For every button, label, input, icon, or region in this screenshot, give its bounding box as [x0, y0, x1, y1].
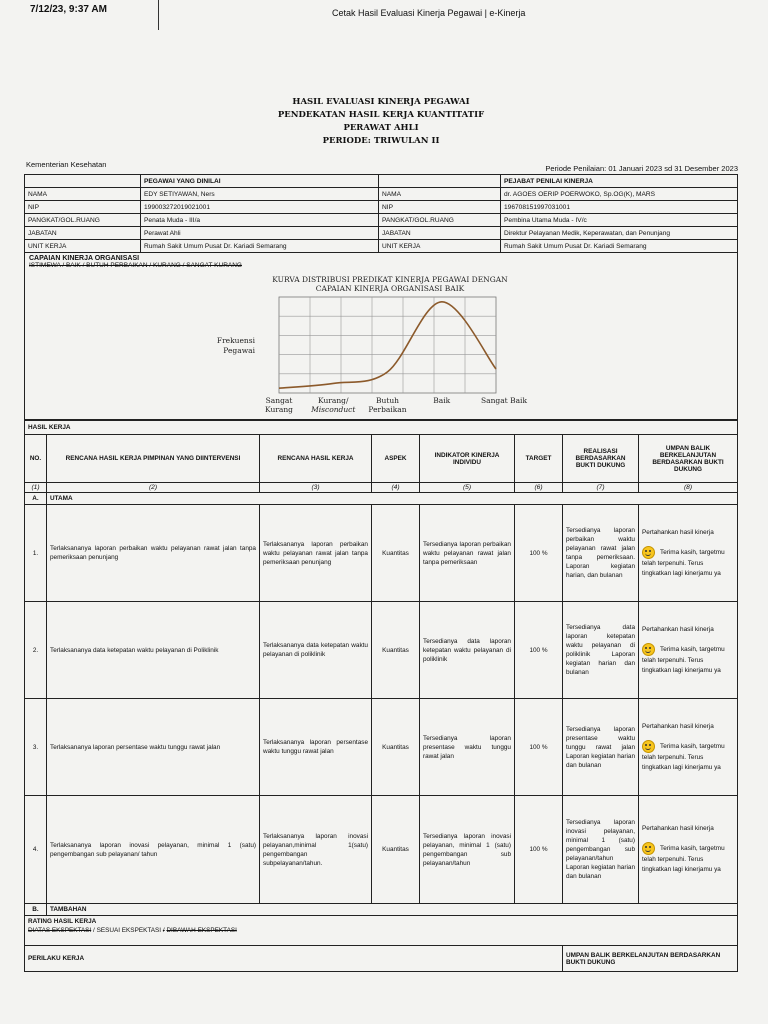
distribution-chart [25, 271, 737, 419]
smiley-icon [642, 740, 655, 753]
info-label: NAMA [379, 188, 501, 201]
chart-series-line [279, 302, 496, 388]
table-row [25, 699, 738, 796]
row-aspek: Kuantitas [372, 505, 420, 602]
section-label: UTAMA [47, 493, 738, 505]
row-indikator: Tersedianya data laporan ketepatan waktu pelayanan di poliklinik [420, 602, 515, 699]
info-label: JABATAN [379, 227, 501, 240]
chart-title: CAPAIAN KINERJA ORGANISASI BAIK [315, 284, 465, 293]
info-label: NIP [379, 201, 501, 214]
rating-separator: / [93, 927, 95, 934]
col-header-target: TARGET [515, 435, 563, 483]
col-header-no: NO. [25, 435, 47, 483]
perilaku-title: PERILAKU KERJA [25, 946, 563, 972]
perilaku-umpan-header: UMPAN BALIK BERKELANJUTAN BERDASARKAN BUKTI DUKUNG [563, 946, 738, 972]
umpan-bottom: Terima kasih, targetmu telah terpenuhi. Terus tingkatkan lagi kinerjamu ya [642, 742, 725, 771]
chart-tick-label: Perbaikan [368, 405, 407, 414]
row-rencana: Terlaksananya laporan persentase waktu tunggu rawat jalan [260, 699, 372, 796]
umpan-top: Pertahankan hasil kinerja [642, 722, 714, 730]
row-target: 100 % [515, 505, 563, 602]
chart-tick-label: Baik [433, 396, 451, 405]
col-header-aspek: ASPEK [372, 435, 420, 483]
appraiser-name: dr. AGOES OERIP POERWOKO, Sp.OG(K), MARS [501, 188, 738, 201]
smiley-icon [642, 643, 655, 656]
col-number: (5) [420, 483, 515, 493]
chart-ylabel: Pegawai [223, 346, 255, 355]
capaian-section [24, 253, 738, 420]
rating-separator: / [162, 927, 165, 934]
row-aspek: Kuantitas [372, 602, 420, 699]
document-titles [24, 96, 738, 148]
title-line: HASIL EVALUASI KINERJA PEGAWAI [292, 97, 470, 107]
section-letter: A. [25, 493, 47, 505]
employee-position: Perawat Ahli [141, 227, 379, 240]
info-label: PANGKAT/GOL.RUANG [379, 214, 501, 227]
rating-section [25, 916, 738, 946]
table-row [25, 602, 738, 699]
row-realisasi: Tersedianya laporan perbaikan waktu pelayanan rawat jalan tanpa pemeriksaan. Laporan kegiatan harian, dan bulanan [563, 505, 639, 602]
row-no: 4. [25, 796, 47, 904]
employee-name: EDY SETIYAWAN, Ners [141, 188, 379, 201]
row-indikator: Tersedianya laporan inovasi pelayanan, minimal 1 (satu) pengembangan sub pelayanan/tahun [420, 796, 515, 904]
appraiser-unit: Rumah Sakit Umum Pusat Dr. Kariadi Semarang [501, 240, 738, 253]
smiley-icon [642, 842, 655, 855]
col-number: (7) [563, 483, 639, 493]
info-label: UNIT KERJA [379, 240, 501, 253]
row-indikator: Tersedianya laporan presentase waktu tunggu rawat jalan [420, 699, 515, 796]
row-realisasi: Tersedianya laporan presentase waktu tunggu rawat jalan Laporan kegiatan harian dan bulanan [563, 699, 639, 796]
appraiser-position: Direktur Pelayanan Medik, Keperawatan, dan Penunjang [501, 227, 738, 240]
appraiser-rank: Pembina Utama Muda - IV/c [501, 214, 738, 227]
row-indikator: Tersedianya laporan perbaikan waktu pelayanan rawat jalan tanpa pemeriksaan [420, 505, 515, 602]
col-header-pimpinan: RENCANA HASIL KERJA PIMPINAN YANG DIINTERVENSI [47, 435, 260, 483]
col-number: (8) [639, 483, 738, 493]
table-row [25, 796, 738, 904]
row-no: 2. [25, 602, 47, 699]
chart-tick-label: Misconduct [311, 405, 356, 414]
row-umpan [639, 796, 738, 904]
print-datetime: 7/12/23, 9:37 AM [30, 4, 107, 15]
row-umpan [639, 602, 738, 699]
umpan-top: Pertahankan hasil kinerja [642, 625, 714, 633]
col-number: (3) [260, 483, 372, 493]
row-aspek: Kuantitas [372, 796, 420, 904]
row-target: 100 % [515, 602, 563, 699]
row-no: 1. [25, 505, 47, 602]
chart-title: KURVA DISTRIBUSI PREDIKAT KINERJA PEGAWAI DENGAN [272, 275, 508, 284]
smiley-icon [642, 546, 655, 559]
row-no: 3. [25, 699, 47, 796]
col-header-indikator: INDIKATOR KINERJA INDIVIDU [420, 435, 515, 483]
rating-option-below: DIBAWAH EKSPEKTASI [166, 927, 237, 934]
print-page-title: Cetak Hasil Evaluasi Kinerja Pegawai | e-Kinerja [332, 8, 526, 18]
row-aspek: Kuantitas [372, 699, 420, 796]
row-realisasi: Tersedianya data laporan ketepatan waktu pelayanan di poliklinik Laporan kegiatan harian dan bulanan [563, 602, 639, 699]
col-number: (2) [47, 483, 260, 493]
info-label: PANGKAT/GOL.RUANG [25, 214, 141, 227]
chart-tick-label: Sangat Baik [480, 396, 528, 405]
section-letter: B. [25, 904, 47, 916]
row-target: 100 % [515, 699, 563, 796]
chart-tick-label: Butuh [375, 396, 400, 405]
col-header-realisasi: REALISASI BERDASARKAN BUKTI DUKUNG [563, 435, 639, 483]
institution-name: Kementerian Kesehatan [26, 160, 107, 169]
employee-info-table [24, 174, 738, 253]
title-line: PERIODE: TRIWULAN II [322, 136, 440, 146]
title-line: PERAWAT AHLI [343, 123, 419, 133]
info-label: UNIT KERJA [25, 240, 141, 253]
chart-tick-label: Kurang/ [318, 396, 349, 405]
info-label: NAMA [25, 188, 141, 201]
chart-tick-label: Sangat [265, 396, 293, 405]
rating-title: RATING HASIL KERJA [28, 918, 97, 925]
title-line: PENDEKATAN HASIL KERJA KUANTITATIF [277, 110, 485, 120]
row-rencana: Terlaksananya laporan perbaikan waktu pelayanan rawat jalan tanpa pemeriksaan penunjang [260, 505, 372, 602]
umpan-bottom: Terima kasih, targetmu telah terpenuhi. Terus tingkatkan lagi kinerjamu ya [642, 645, 725, 674]
info-label: NIP [25, 201, 141, 214]
employee-nip: 199003272019021001 [141, 201, 379, 214]
header-divider [158, 0, 159, 30]
distribution-chart-svg [25, 271, 737, 419]
umpan-top: Pertahankan hasil kinerja [642, 825, 714, 832]
hasil-kerja-title: HASIL KERJA [25, 421, 738, 435]
col-number: (6) [515, 483, 563, 493]
row-target: 100 % [515, 796, 563, 904]
umpan-bottom: Terima kasih, targetmu telah terpenuhi. Terus tingkatkan lagi kinerjamu ya [642, 548, 725, 577]
employee-unit: Rumah Sakit Umum Pusat Dr. Kariadi Semarang [141, 240, 379, 253]
row-pimpinan: Terlaksananya laporan inovasi pelayanan, minimal 1 (satu) pengembangan sub pelayanan/ tahun [47, 796, 260, 904]
assessment-period: Periode Penilaian: 01 Januari 2023 sd 31 Desember 2023 [545, 164, 738, 173]
rating-option-meets: SESUAI EKSPEKTASI [96, 927, 162, 934]
row-rencana: Terlaksananya laporan inovasi pelayanan,minimal 1(satu) pengembangan subpelayanan/tahun. [260, 796, 372, 904]
info-label: JABATAN [25, 227, 141, 240]
chart-ylabel: Frekuensi [216, 336, 255, 345]
row-pimpinan: Terlaksananya laporan perbaikan waktu pelayanan rawat jalan tanpa pemeriksaan penunjang [47, 505, 260, 602]
meta-row [24, 158, 738, 174]
col-header-rencana: RENCANA HASIL KERJA [260, 435, 372, 483]
section-label: TAMBAHAN [47, 904, 738, 916]
appraised-header: PEGAWAI YANG DINILAI [141, 175, 379, 188]
col-header-umpan: UMPAN BALIK BERKELANJUTAN BERDASARKAN BUKTI DUKUNG [639, 435, 738, 483]
rating-option-above: DIATAS EKSPEKTASI [28, 927, 92, 934]
row-umpan [639, 505, 738, 602]
employee-rank: Penata Muda - III/a [141, 214, 379, 227]
row-pimpinan: Terlaksananya data ketepatan waktu pelayanan di Poliklinik [47, 602, 260, 699]
row-rencana: Terlaksananya data ketepatan waktu pelayanan di poliklinik [260, 602, 372, 699]
appraiser-header: PEJABAT PENILAI KINERJA [501, 175, 738, 188]
capaian-options: ISTIMEWA / BAIK / BUTUH PERBAIKAN / KURANG / SANGAT KURANG [29, 262, 242, 269]
table-row [25, 505, 738, 602]
capaian-title: CAPAIAN KINERJA ORGANISASI [29, 255, 140, 262]
row-umpan [639, 699, 738, 796]
evaluation-document [24, 92, 738, 972]
chart-plot-area [279, 297, 496, 393]
col-number: (1) [25, 483, 47, 493]
umpan-top: Pertahankan hasil kinerja [642, 528, 714, 536]
chart-tick-label: Kurang [265, 405, 293, 414]
appraiser-nip: 196708151997031001 [501, 201, 738, 214]
col-number: (4) [372, 483, 420, 493]
row-pimpinan: Terlaksananya laporan persentase waktu tunggu rawat jalan [47, 699, 260, 796]
umpan-bottom: Terima kasih, targetmu telah terpenuhi. Terus tingkatkan lagi kinerjamu ya [642, 845, 725, 873]
hasil-kerja-table [24, 420, 738, 972]
row-realisasi: Tersedianya laporan inovasi pelayanan, minimal 1 (satu) pengembangan sub pelayanan/tahun Laporan kegiatan harian dan bulanan [563, 796, 639, 904]
